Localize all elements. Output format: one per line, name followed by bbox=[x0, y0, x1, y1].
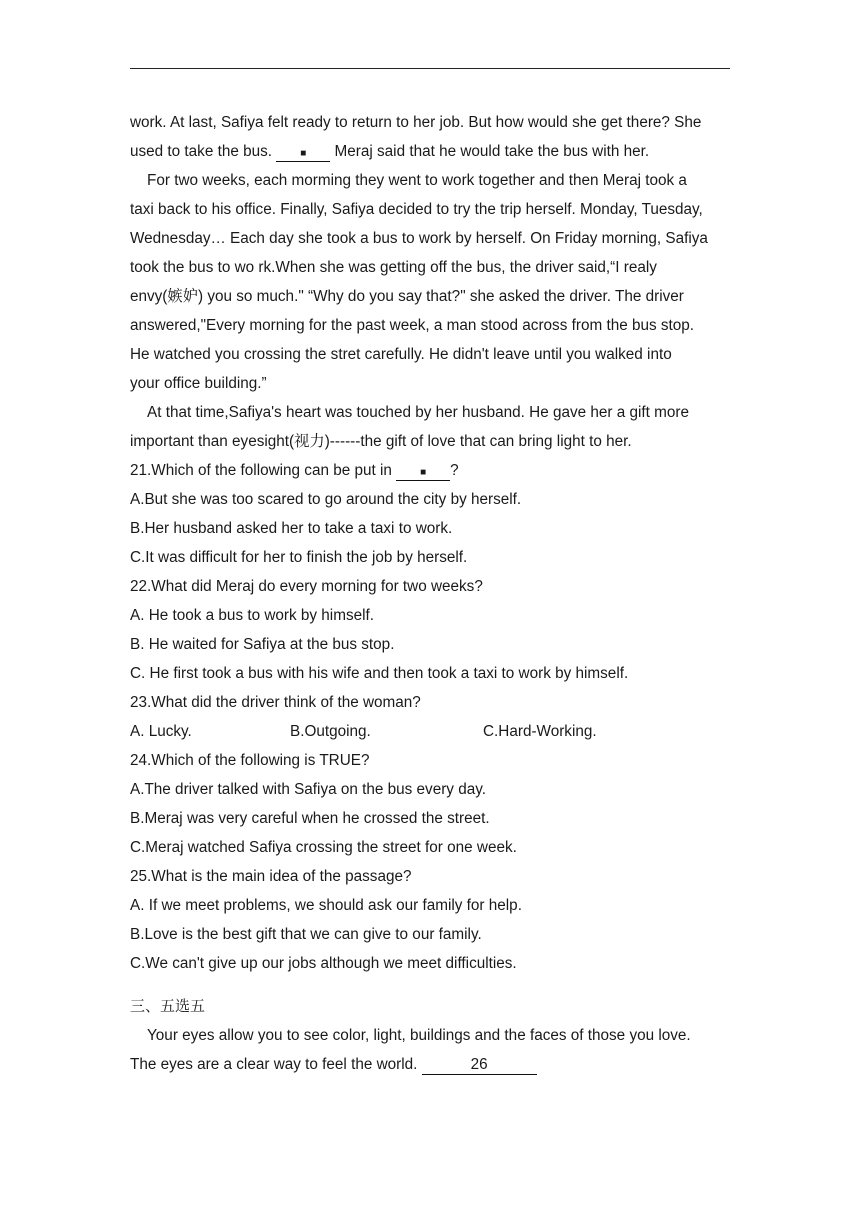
passage-text: Meraj said that he would take the bus with her. bbox=[330, 143, 650, 160]
option-23-b[interactable]: B.Outgoing. bbox=[290, 723, 371, 740]
option-25-b[interactable]: B.Love is the best gift that we can give to our family. bbox=[130, 926, 482, 943]
passage-line: For two weeks, each morming they went to work together and then Meraj took a bbox=[147, 172, 687, 189]
passage-text: used to take the bus. bbox=[130, 143, 277, 160]
question-24-stem: 24.Which of the following is TRUE? bbox=[130, 752, 370, 769]
option-23-c[interactable]: C.Hard-Working. bbox=[483, 723, 597, 740]
passage-line: work. At last, Safiya felt ready to return to her job. But how would she get there? She bbox=[130, 114, 702, 131]
header-rule bbox=[130, 68, 730, 69]
passage-line: At that time,Safiya's heart was touched by her husband. He gave her a gift more bbox=[147, 404, 690, 421]
passage-line: important than eyesight(视力)------the gift of love that can bring light to her. bbox=[130, 433, 632, 450]
passage-text: The eyes are a clear way to feel the world. bbox=[130, 1056, 422, 1073]
passage-line: Wednesday… Each day she took a bus to work by herself. On Friday morning, Safiya bbox=[130, 230, 708, 247]
option-24-c[interactable]: C.Meraj watched Safiya crossing the street for one week. bbox=[130, 839, 517, 856]
section-heading: 三、五选五 bbox=[130, 997, 206, 1015]
option-21-a[interactable]: A.But she was too scared to go around the city by herself. bbox=[130, 491, 522, 508]
question-25-stem: 25.What is the main idea of the passage? bbox=[130, 868, 412, 885]
passage-line: your office building.” bbox=[130, 375, 267, 392]
options-23 bbox=[130, 717, 734, 746]
option-21-b[interactable]: B.Her husband asked her to take a taxi to work. bbox=[130, 520, 453, 537]
option-24-a[interactable]: A.The driver talked with Safiya on the bus every day. bbox=[130, 781, 486, 798]
passage-line: He watched you crossing the stret carefully. He didn't leave until you walked into bbox=[130, 346, 672, 363]
option-23-a[interactable]: A. Lucky. bbox=[130, 723, 192, 740]
question-22-stem: 22.What did Meraj do every morning for two weeks? bbox=[130, 578, 483, 595]
blank-marker: ■ bbox=[300, 148, 307, 159]
question-23-stem: 23.What did the driver think of the woman? bbox=[130, 694, 421, 711]
passage-line: Your eyes allow you to see color, light, buildings and the faces of those you love. bbox=[147, 1027, 691, 1044]
answer-blank[interactable] bbox=[276, 142, 330, 162]
option-22-a[interactable]: A. He took a bus to work by himself. bbox=[130, 607, 375, 624]
passage-line: took the bus to wo rk.When she was getting off the bus, the driver said,“I realy bbox=[130, 259, 657, 276]
option-22-b[interactable]: B. He waited for Safiya at the bus stop. bbox=[130, 636, 395, 653]
option-25-c[interactable]: C.We can't give up our jobs although we meet difficulties. bbox=[130, 955, 517, 972]
blank-marker: ■ bbox=[420, 467, 427, 478]
passage-line: envy(嫉妒) you so much." “Why do you say that?" she asked the driver. The driver bbox=[130, 288, 684, 305]
question-text: 21.Which of the following can be put in bbox=[130, 462, 397, 479]
option-24-b[interactable]: B.Meraj was very careful when he crossed the street. bbox=[130, 810, 490, 827]
option-25-a[interactable]: A. If we meet problems, we should ask our family for help. bbox=[130, 897, 522, 914]
question-21-stem bbox=[130, 456, 734, 485]
option-21-c[interactable]: C.It was difficult for her to finish the job by herself. bbox=[130, 549, 468, 566]
option-22-c[interactable]: C. He first took a bus with his wife and then took a taxi to work by himself. bbox=[130, 665, 629, 682]
document-body bbox=[130, 108, 734, 1079]
answer-blank-26[interactable] bbox=[422, 1055, 537, 1075]
passage-line bbox=[130, 137, 734, 166]
passage-line bbox=[130, 1050, 734, 1079]
question-text: ? bbox=[450, 462, 459, 479]
passage-line: answered,"Every morning for the past week, a man stood across from the bus stop. bbox=[130, 317, 695, 334]
answer-blank[interactable] bbox=[396, 461, 450, 481]
blank-number: 26 bbox=[470, 1056, 488, 1073]
passage-line: taxi back to his office. Finally, Safiya decided to try the trip herself. Monday, Tuesday, bbox=[130, 201, 703, 218]
